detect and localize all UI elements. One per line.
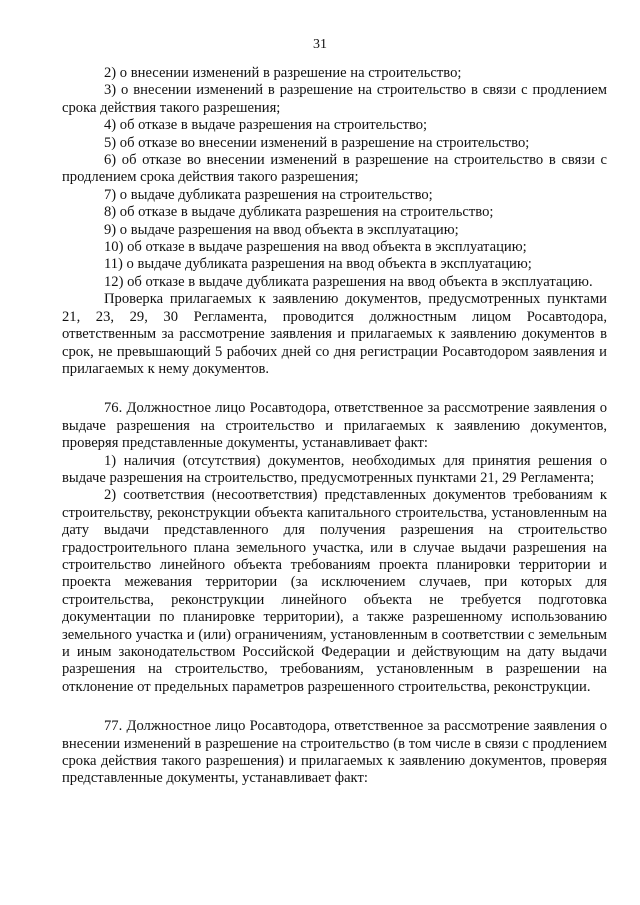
paragraph: 2) соответствия (несоответствия) представленных документов требованиям к строительству, реконструкции объекта капитального строительства, установленным на дату выдачи представленного для получения разрешения на строительство градостроительного плана земельного участка, или в случае выдачи разрешения на строительство линейного объекта требованиям проекта планировки территории и проекта межевания территории (за исключением случаев, при которых для строительства, реконструкции линейного объекта не требуется подготовка документации по планировке территории), а также разрешенному использованию земельного участка и (или) ограничениям, установленным в соответствии с земельным и иным законодательством Российской Федерации и действующим на дату выдачи разрешения на строительство, требованиям, установленным в разрешении на отклонение от предельных параметров разрешенного строительства, реконструкции.	[62, 487, 607, 695]
paragraph: 3) о внесении изменений в разрешение на строительство в связи с продлением срока действия такого разрешения;	[62, 82, 607, 116]
paragraph: 10) об отказе в выдаче разрешения на ввод объекта в эксплуатацию;	[104, 239, 527, 256]
document-body	[62, 65, 607, 788]
paragraph: 76. Должностное лицо Росавтодора, ответственное за рассмотрение заявления о выдаче разрешения на строительство и прилагаемых к заявлению документов, проверяя представленные документы, устанавливает факт:	[62, 400, 607, 452]
paragraph: 5) об отказе во внесении изменений в разрешение на строительство;	[104, 134, 530, 151]
paragraph: 9) о выдаче разрешения на ввод объекта в эксплуатацию;	[104, 221, 459, 238]
paragraph: 77. Должностное лицо Росавтодора, ответственное за рассмотрение заявления о внесении изменений в разрешение на строительство (в том числе в связи с продлением срока действия такого разрешения) и прилагаемых к заявлению документов, проверяя представленные документы, устанавливает факт:	[62, 718, 607, 787]
paragraph: 4) об отказе в выдаче разрешения на строительство;	[104, 117, 428, 134]
paragraph: 2) о внесении изменений в разрешение на строительство;	[104, 65, 462, 81]
paragraph: 11) о выдаче дубликата разрешения на ввод объекта в эксплуатацию;	[104, 256, 532, 273]
paragraph: 7) о выдаче дубликата разрешения на строительство;	[104, 186, 433, 203]
paragraph: 1) наличия (отсутствия) документов, необходимых для принятия решения о выдаче разрешения на строительство, предусмотренных пунктами 21, 29 Регламента;	[62, 452, 607, 486]
paragraph: Проверка прилагаемых к заявлению документов, предусмотренных пунктами 21, 23, 29, 30 Регламента, проводится должностным лицом Росавтодора, ответственным за рассмотрение заявления и прилагаемых к заявлению документов в срок, не превышающий 5 рабочих дней со дня регистрации Росавтодором заявления и прилагаемых к нему документов.	[62, 291, 607, 377]
page-number: 31	[313, 37, 327, 52]
paragraph: 6) об отказе во внесении изменений в разрешение на строительство в связи с продлением срока действия такого разрешения;	[62, 152, 607, 186]
paragraph: 8) об отказе в выдаче дубликата разрешения на строительство;	[104, 204, 494, 221]
paragraph: 12) об отказе в выдаче дубликата разрешения на ввод объекта в эксплуатацию.	[104, 273, 593, 290]
